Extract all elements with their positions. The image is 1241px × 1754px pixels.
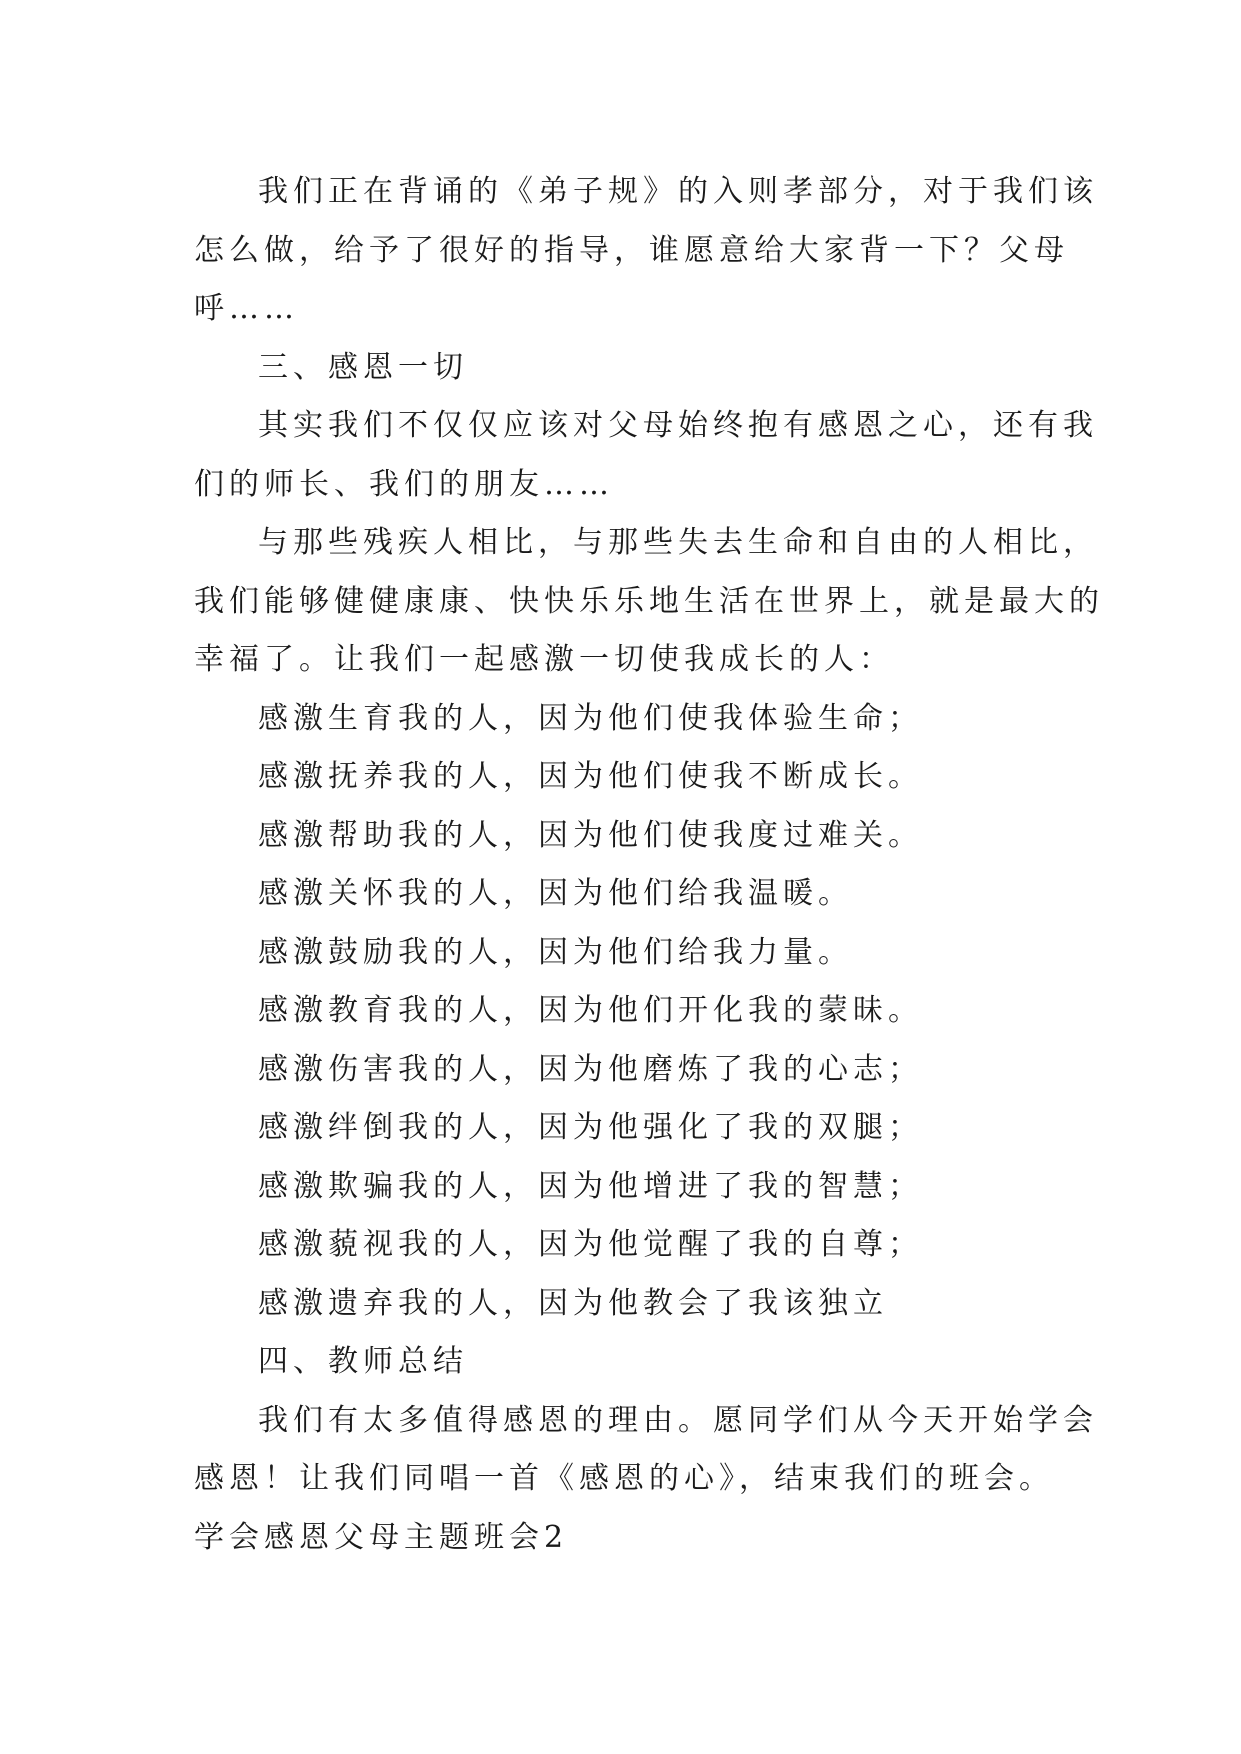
gratitude-line: 感激藐视我的人，因为他觉醒了我的自尊；	[258, 1227, 923, 1262]
paragraph-line: 与那些残疾人相比，与那些失去生命和自由的人相比，	[258, 525, 1098, 560]
gratitude-line: 感激欺骗我的人，因为他增进了我的智慧；	[258, 1168, 923, 1204]
gratitude-line: 感激鼓励我的人，因为他们给我力量。	[258, 934, 853, 970]
paragraph-line: 呼……	[194, 291, 299, 326]
paragraph-line: 感恩！让我们同唱一首《感恩的心》，结束我们的班会。	[194, 1461, 1054, 1496]
paragraph-line: 幸福了。让我们一起感激一切使我成长的人：	[194, 642, 894, 677]
gratitude-line: 感激关怀我的人，因为他们给我温暖。	[258, 876, 853, 911]
paragraph-line: 怎么做，给予了很好的指导，谁愿意给大家背一下？父母	[194, 232, 1069, 268]
gratitude-line: 感激绊倒我的人，因为他强化了我的双腿；	[258, 1110, 923, 1145]
paragraph-line: 其实我们不仅仅应该对父母始终抱有感恩之心，还有我	[258, 408, 1098, 443]
paragraph-line: 我们能够健健康康、快快乐乐地生活在世界上，就是最大的	[194, 583, 1104, 619]
gratitude-line: 感激生育我的人，因为他们使我体验生命；	[258, 700, 923, 736]
paragraph-line: 我们正在背诵的《弟子规》的入则孝部分，对于我们该	[258, 174, 1098, 209]
gratitude-line: 感激帮助我的人，因为他们使我度过难关。	[258, 817, 923, 853]
document-body	[194, 163, 1104, 1567]
gratitude-line: 感激伤害我的人，因为他磨炼了我的心志；	[258, 1051, 923, 1087]
section-heading: 四、教师总结	[258, 1344, 468, 1379]
gratitude-line: 感激遗弃我的人，因为他教会了我该独立	[258, 1285, 888, 1321]
gratitude-line: 感激抚养我的人，因为他们使我不断成长。	[258, 759, 923, 794]
section-heading: 三、感恩一切	[258, 349, 468, 385]
gratitude-line: 感激教育我的人，因为他们开化我的蒙昧。	[258, 993, 923, 1028]
document-subtitle: 学会感恩父母主题班会2	[194, 1519, 569, 1555]
paragraph-line: 们的师长、我们的朋友……	[194, 466, 614, 502]
paragraph-line: 我们有太多值得感恩的理由。愿同学们从今天开始学会	[258, 1402, 1098, 1438]
